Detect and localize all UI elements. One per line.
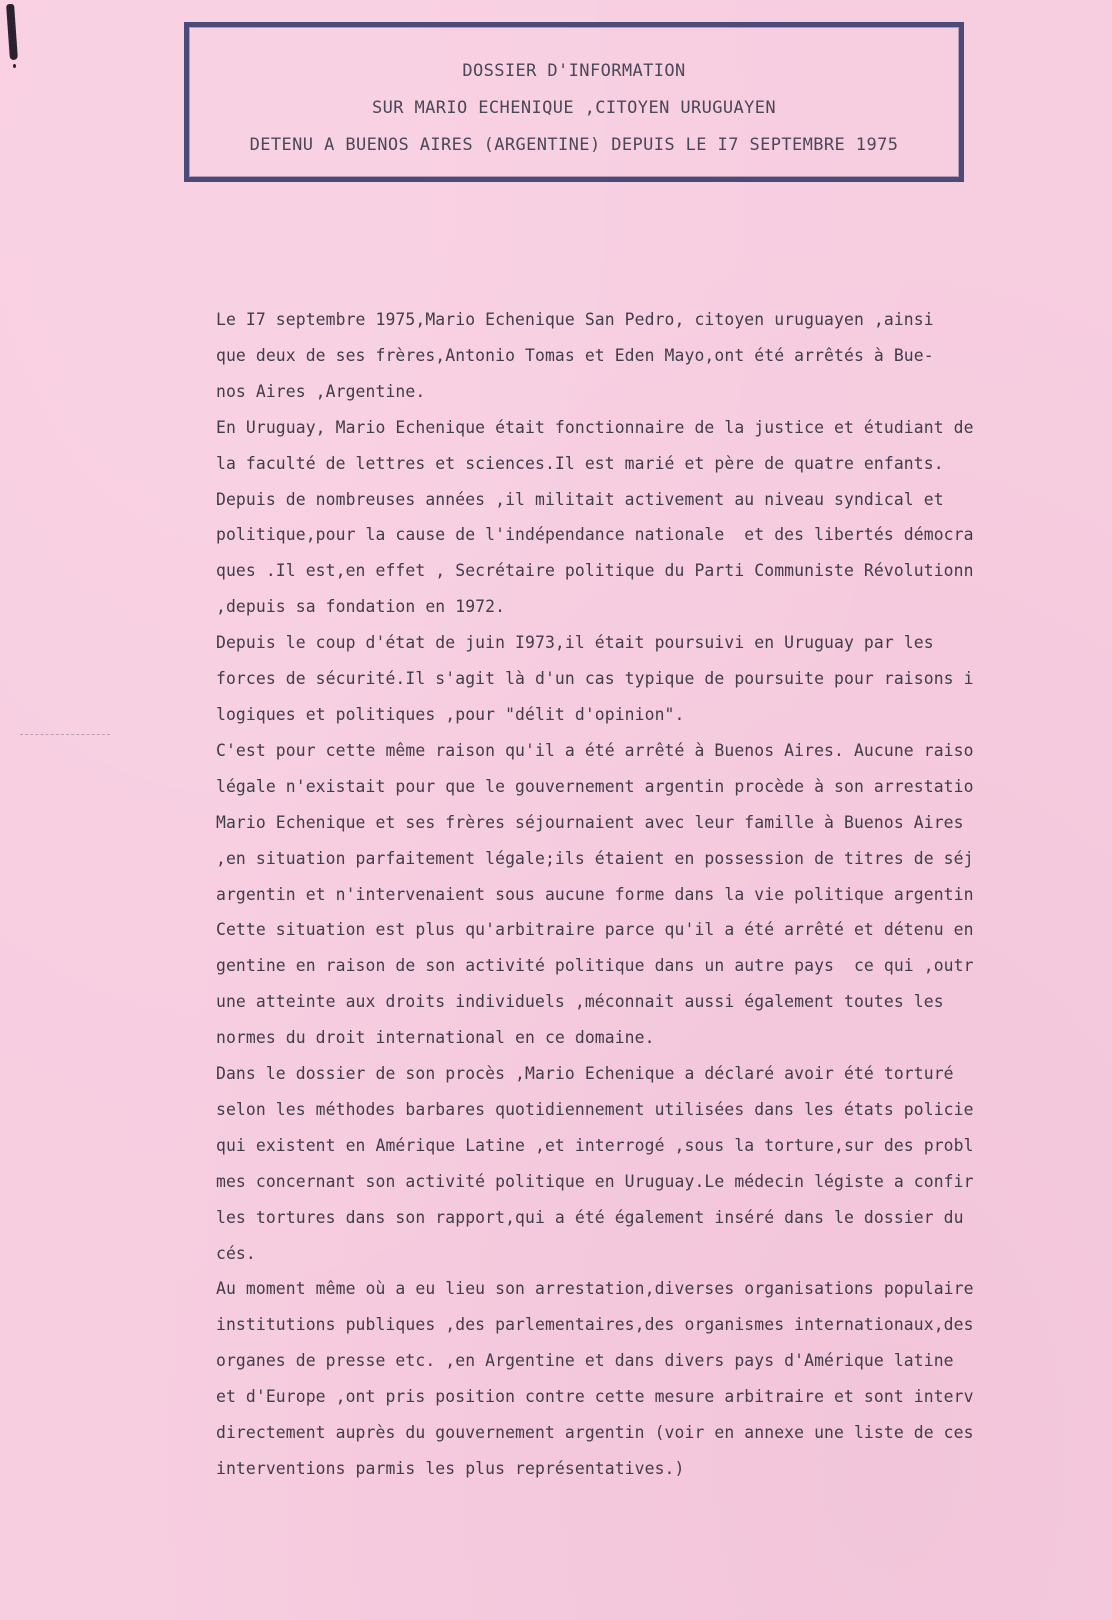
ink-dot xyxy=(13,64,16,68)
body-line: ques .Il est,en effet , Secrétaire politique du Parti Communiste Révolutionn xyxy=(216,561,974,581)
body-line: mes concernant son activité politique en Uruguay.Le médecin légiste a confir xyxy=(216,1171,974,1191)
body-line: directement auprès du gouvernement argentin (voir en annexe une liste de ces xyxy=(216,1423,974,1443)
title-box xyxy=(184,22,964,182)
body-line: Cette situation est plus qu'arbitraire parce qu'il a été arrêté et détenu en xyxy=(216,920,974,940)
body-line: nos Aires ,Argentine. xyxy=(216,381,426,401)
body-line: les tortures dans son rapport,qui a été également inséré dans le dossier du xyxy=(216,1207,964,1227)
body-line: légale n'existait pour que le gouvernement argentin procède à son arrestatio xyxy=(216,776,974,796)
body-line: Depuis le coup d'état de juin I973,il était poursuivi en Uruguay par les xyxy=(216,633,934,653)
title-line-3: DETENU A BUENOS AIRES (ARGENTINE) DEPUIS LE I7 SEPTEMBRE 1975 xyxy=(249,135,899,155)
body-line: interventions parmis les plus représentatives.) xyxy=(216,1459,685,1478)
body-line: gentine en raison de son activité politique dans un autre pays ce qui ,outr xyxy=(216,956,974,976)
body-line: argentin et n'intervenaient sous aucune forme dans la vie politique argentin xyxy=(216,884,974,904)
body-line: cés. xyxy=(216,1243,256,1263)
body-line: institutions publiques ,des parlementaires,des organismes internationaux,des xyxy=(216,1315,974,1335)
body-line: Au moment même où a eu lieu son arrestation,diverses organisations populaire xyxy=(216,1279,974,1299)
body-line: forces de sécurité.Il s'agit là d'un cas typique de poursuite pour raisons i xyxy=(216,669,974,689)
body-line: normes du droit international en ce domaine. xyxy=(216,1028,655,1048)
body-line: la faculté de lettres et sciences.Il est marié et père de quatre enfants. xyxy=(216,453,944,473)
body-line: politique,pour la cause de l'indépendance nationale et des libertés démocra xyxy=(216,525,974,545)
title-line-2: SUR MARIO ECHENIQUE ,CITOYEN URUGUAYEN xyxy=(371,98,777,118)
body-line: logiques et politiques ,pour "délit d'opinion". xyxy=(216,704,685,724)
body-line: Dans le dossier de son procès ,Mario Echenique a déclaré avoir été torturé xyxy=(216,1064,954,1084)
body-line: selon les méthodes barbares quotidiennement utilisées dans les états policie xyxy=(216,1099,974,1119)
body-line: qui existent en Amérique Latine ,et interrogé ,sous la torture,sur des probl xyxy=(216,1135,974,1155)
body-line: En Uruguay, Mario Echenique était fonctionnaire de la justice et étudiant de xyxy=(216,417,974,437)
body-line: et d'Europe ,ont pris position contre cette mesure arbitraire et sont interv xyxy=(216,1387,974,1407)
body-line: C'est pour cette même raison qu'il a été arrêté à Buenos Aires. Aucune raiso xyxy=(216,740,974,760)
body-line: Depuis de nombreuses années ,il militait activement au niveau syndical et xyxy=(216,489,944,509)
body-line: Mario Echenique et ses frères séjournaient avec leur famille à Buenos Aires xyxy=(216,812,964,832)
body-line: Le I7 septembre 1975,Mario Echenique San Pedro, citoyen uruguayen ,ainsi xyxy=(216,310,934,329)
title-text xyxy=(189,53,959,164)
body-line: une atteinte aux droits individuels ,méconnait aussi également toutes les xyxy=(216,992,944,1012)
body-line: organes de presse etc. ,en Argentine et dans divers pays d'Amérique latine xyxy=(216,1351,954,1371)
body-line: que deux de ses frères,Antonio Tomas et Eden Mayo,ont été arrêtés à Bue- xyxy=(216,345,934,365)
body-line: ,en situation parfaitement légale;ils étaient en possession de titres de séj xyxy=(216,848,974,868)
stray-pencil-line xyxy=(20,734,110,736)
ink-mark xyxy=(6,4,18,60)
body-line: ,depuis sa fondation en 1972. xyxy=(216,597,506,617)
body-text xyxy=(216,302,1086,1487)
title-line-1: DOSSIER D'INFORMATION xyxy=(462,61,686,81)
